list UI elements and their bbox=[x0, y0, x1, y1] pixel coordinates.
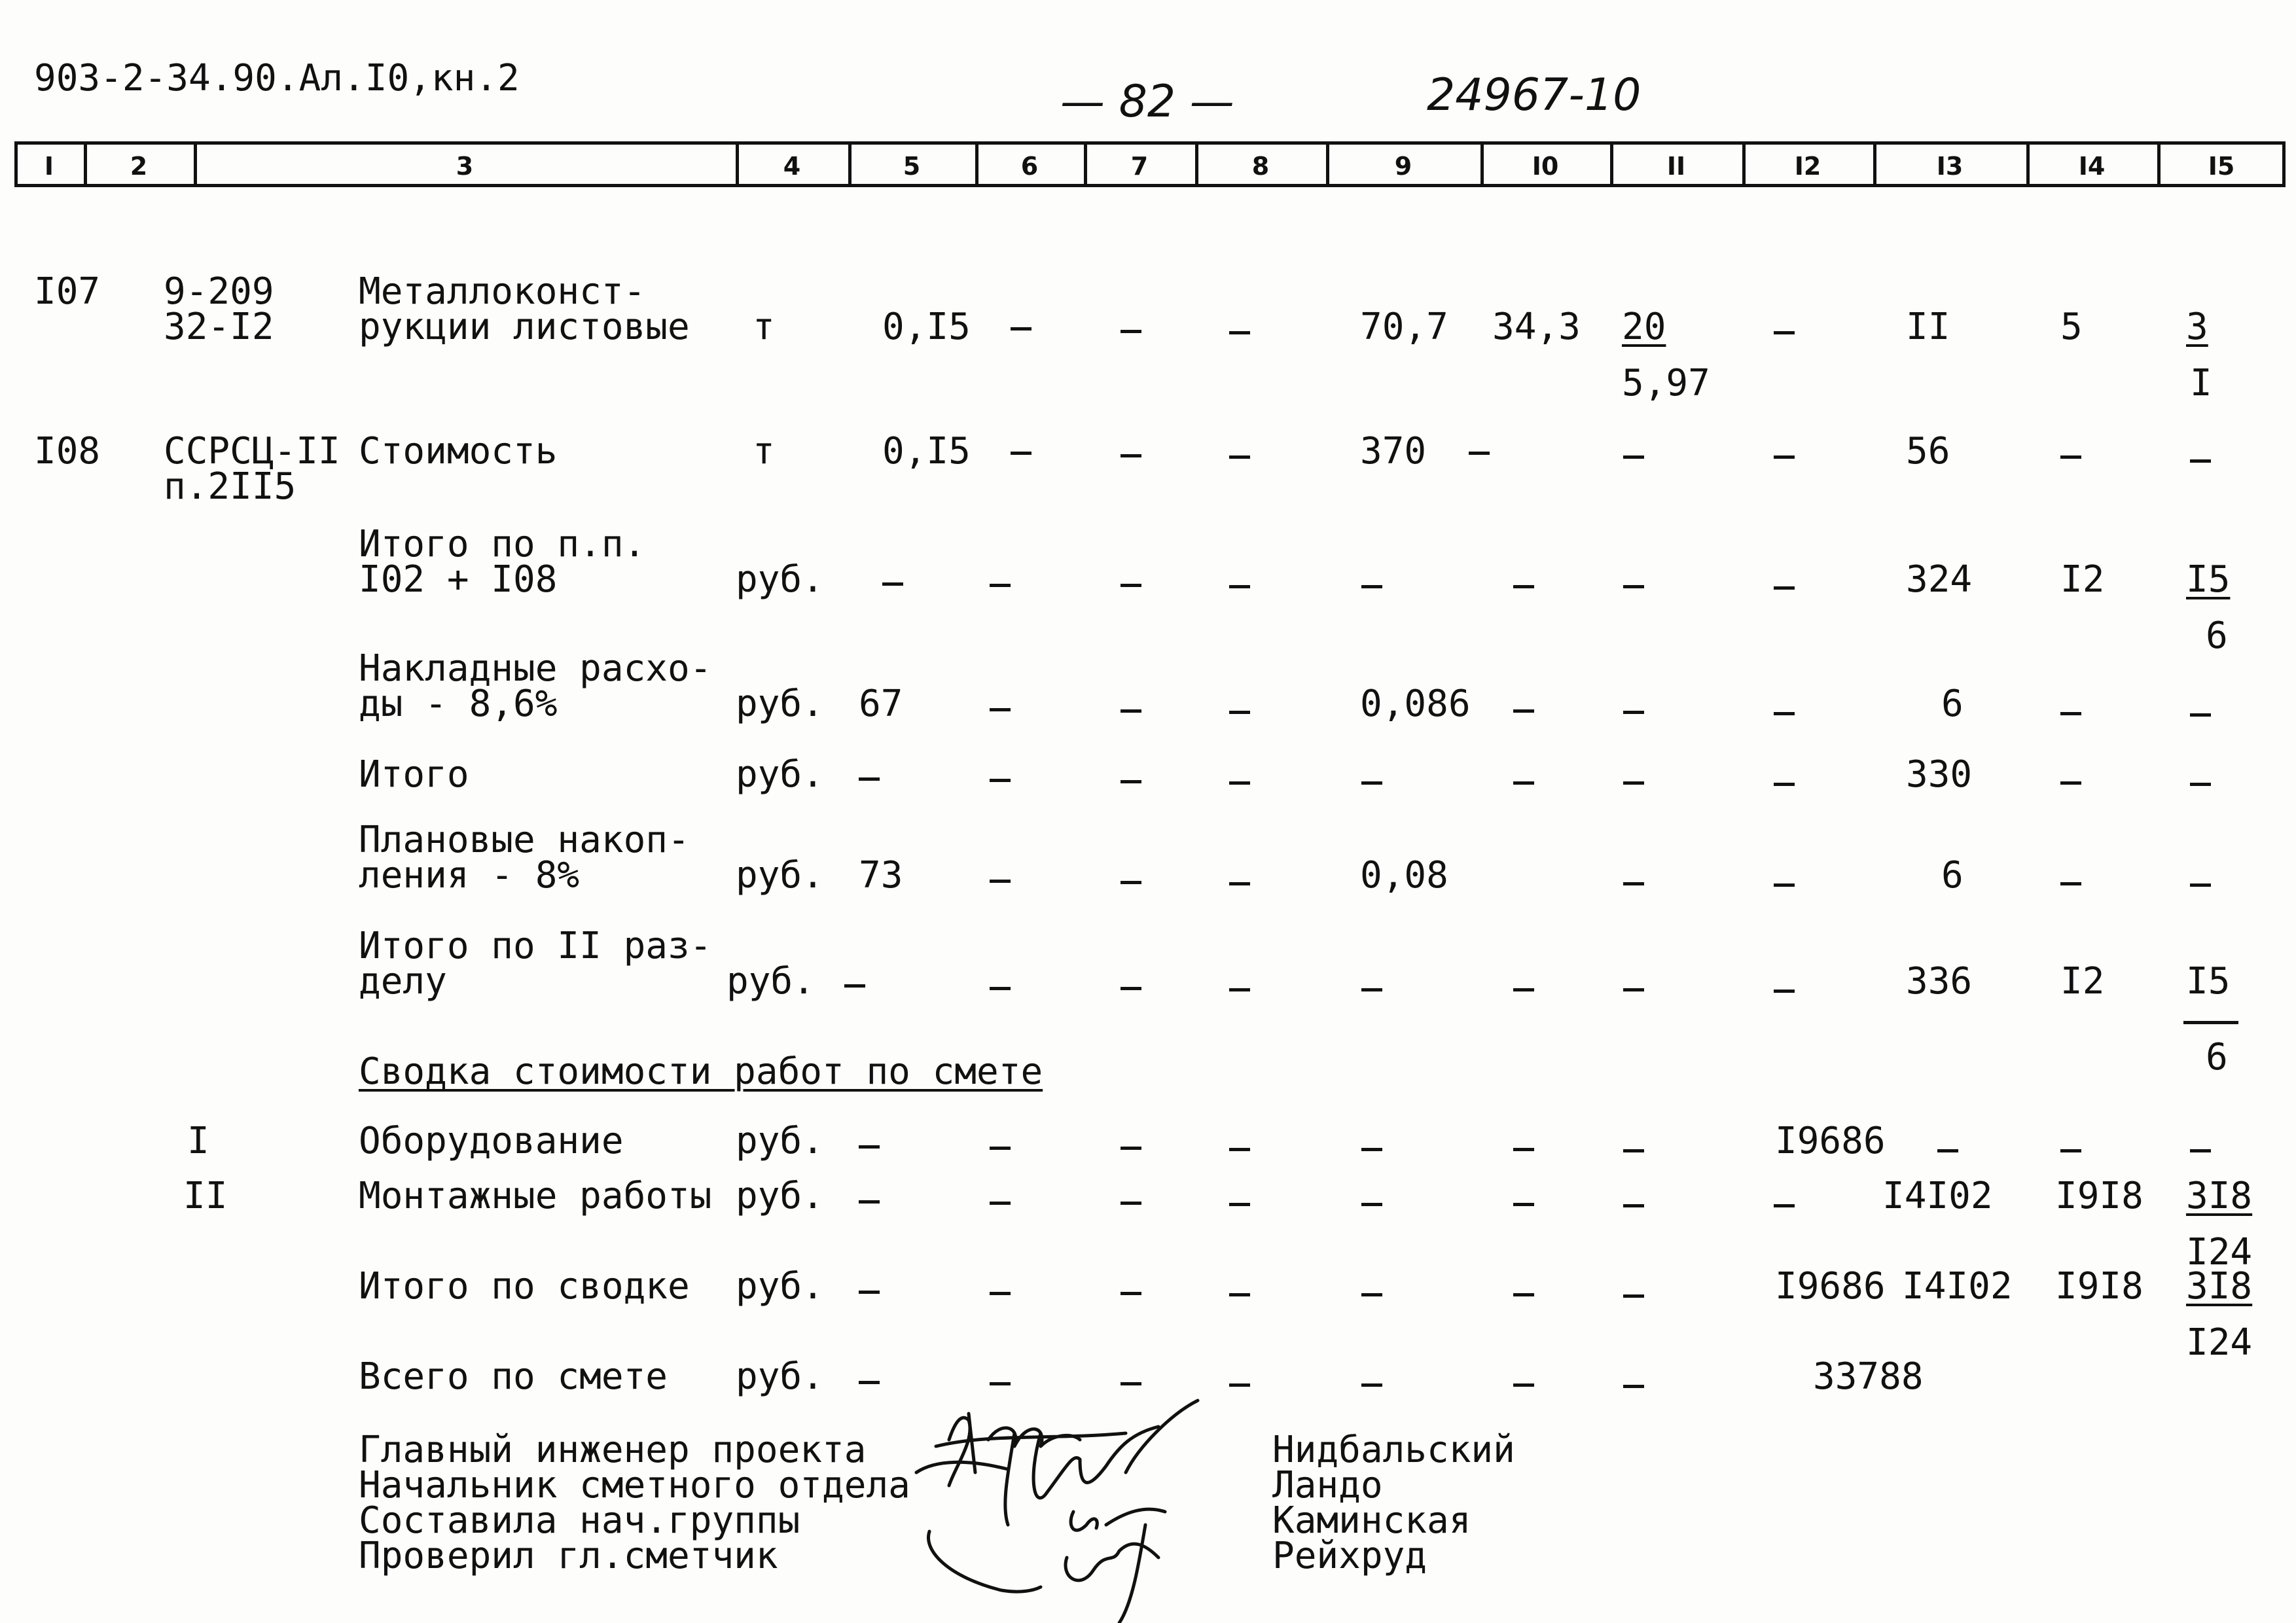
dash bbox=[990, 1202, 1011, 1205]
dash bbox=[1011, 327, 1031, 330]
dash bbox=[990, 708, 1011, 711]
dash bbox=[1121, 1202, 1141, 1205]
dash bbox=[1623, 1385, 1644, 1388]
grand-total: 33788 bbox=[1813, 1355, 1924, 1398]
row-number: I07 bbox=[34, 270, 101, 313]
value-col12: I9686 bbox=[1775, 1120, 1886, 1162]
column-divider bbox=[1742, 141, 1746, 187]
fraction-bar bbox=[2183, 1021, 2238, 1024]
dash bbox=[1229, 331, 1250, 334]
dash bbox=[859, 1291, 880, 1294]
dash bbox=[1774, 455, 1795, 459]
column-divider bbox=[194, 141, 197, 187]
value-col15: I5 bbox=[2186, 960, 2231, 1003]
value-col14: I2 bbox=[2060, 960, 2105, 1003]
value-col13: 6 bbox=[1941, 683, 1964, 725]
dash bbox=[1121, 1382, 1141, 1385]
column-number: 6 bbox=[1020, 152, 1039, 181]
dash bbox=[1121, 987, 1141, 990]
column-divider bbox=[84, 141, 87, 187]
dash bbox=[1361, 988, 1382, 991]
item-name: ды - 8,6% bbox=[359, 683, 558, 725]
dash bbox=[1623, 1204, 1644, 1207]
value-col9: 370 bbox=[1360, 430, 1427, 473]
value-col15: 3I8 bbox=[2186, 1175, 2253, 1217]
value-col15-sub: I bbox=[2190, 362, 2212, 404]
column-number: 3 bbox=[456, 152, 474, 181]
dash bbox=[1121, 881, 1141, 884]
dash bbox=[1513, 1383, 1534, 1387]
dash bbox=[1513, 709, 1534, 713]
dash bbox=[1229, 781, 1250, 785]
dash bbox=[859, 777, 880, 781]
dash bbox=[1774, 712, 1795, 715]
value-col15: 3I8 bbox=[2186, 1265, 2253, 1308]
value-col9: 0,08 bbox=[1360, 854, 1448, 897]
dash bbox=[2060, 1149, 2081, 1152]
sheet-code: 24967-10 bbox=[1427, 69, 1641, 121]
item-name: Стоимость bbox=[359, 430, 558, 473]
value-col11: 20 bbox=[1622, 306, 1666, 348]
dash bbox=[1121, 454, 1141, 457]
dash bbox=[1229, 455, 1250, 459]
dash bbox=[859, 1381, 880, 1384]
column-divider bbox=[1610, 141, 1613, 187]
item-name: Металлоконст- bbox=[359, 270, 646, 313]
dash bbox=[1513, 1293, 1534, 1296]
dash bbox=[1623, 585, 1644, 588]
row-number: I08 bbox=[34, 430, 101, 473]
dash bbox=[1229, 1293, 1250, 1296]
value-col15-sub: I24 bbox=[2186, 1321, 2253, 1364]
value-col10: 34,3 bbox=[1492, 306, 1581, 348]
summary-title: Сводка стоимости работ по смете bbox=[359, 1050, 1043, 1093]
unit: руб. bbox=[736, 753, 824, 796]
dash bbox=[1937, 1149, 1958, 1152]
column-divider bbox=[1195, 141, 1198, 187]
item-name: Плановые накоп- bbox=[359, 819, 690, 861]
dash bbox=[1469, 452, 1490, 455]
value-col15-sub: I24 bbox=[2186, 1231, 2253, 1274]
column-number: I bbox=[44, 152, 54, 181]
column-number: 2 bbox=[130, 152, 148, 181]
dash bbox=[2060, 712, 2081, 715]
value-col15-sub: 6 bbox=[2206, 1036, 2228, 1079]
value-col12: I9686 bbox=[1775, 1265, 1886, 1308]
signer-role: Главный инженер проекта bbox=[359, 1429, 867, 1471]
item-name: Оборудование bbox=[359, 1120, 624, 1162]
dash bbox=[1121, 709, 1141, 713]
signer-name: Рейхруд bbox=[1272, 1535, 1427, 1577]
value-col9: 0,086 bbox=[1360, 683, 1471, 725]
dash bbox=[1361, 1148, 1382, 1151]
signer-role: Составила нач.группы bbox=[359, 1499, 800, 1542]
dash bbox=[859, 1145, 880, 1149]
dash bbox=[1623, 455, 1644, 459]
column-number: 7 bbox=[1130, 152, 1149, 181]
item-name: I02 + I08 bbox=[359, 558, 558, 601]
dash bbox=[1121, 584, 1141, 587]
item-name: Итого по II раз- bbox=[359, 925, 712, 967]
dash bbox=[1774, 586, 1795, 590]
dash bbox=[2190, 883, 2211, 887]
dash bbox=[1623, 711, 1644, 714]
page-number: — 82 — bbox=[1060, 76, 1234, 128]
dash bbox=[1513, 988, 1534, 991]
dash bbox=[1229, 711, 1250, 714]
dash bbox=[990, 1147, 1011, 1150]
value-col13: 324 bbox=[1906, 558, 1973, 601]
column-divider bbox=[1480, 141, 1484, 187]
item-name: Итого по п.п. bbox=[359, 523, 646, 565]
item-name: делу bbox=[359, 960, 447, 1003]
column-number: I2 bbox=[1794, 152, 1821, 181]
dash bbox=[1121, 330, 1141, 333]
dash bbox=[1774, 1204, 1795, 1207]
unit: т bbox=[753, 306, 775, 348]
unit: руб. bbox=[736, 1265, 824, 1308]
signer-role: Проверил гл.сметчик bbox=[359, 1535, 778, 1577]
value-col13: 336 bbox=[1906, 960, 1973, 1003]
unit: т bbox=[753, 430, 775, 473]
value-col5: 67 bbox=[859, 683, 903, 725]
dash bbox=[844, 984, 865, 988]
dash bbox=[2190, 1149, 2211, 1152]
value-col14: I2 bbox=[2060, 558, 2105, 601]
dash bbox=[1774, 783, 1795, 786]
dash bbox=[1229, 585, 1250, 588]
dash bbox=[1361, 781, 1382, 785]
column-number: 4 bbox=[783, 152, 801, 181]
dash bbox=[1361, 1203, 1382, 1206]
value-col13: I4I02 bbox=[1902, 1265, 2013, 1308]
dash bbox=[1774, 883, 1795, 887]
dash bbox=[1229, 988, 1250, 991]
dash bbox=[1513, 585, 1534, 588]
column-number: 9 bbox=[1394, 152, 1412, 181]
value-col14: I9I8 bbox=[2055, 1175, 2144, 1217]
unit: руб. bbox=[736, 1175, 824, 1217]
unit: руб. bbox=[736, 854, 824, 897]
value-col15: 3 bbox=[2186, 306, 2208, 348]
item-name: Всего по смете bbox=[359, 1355, 668, 1398]
rate-code: 9-209 bbox=[164, 270, 274, 313]
unit: руб. bbox=[736, 683, 824, 725]
value-col13: 56 bbox=[1906, 430, 1950, 473]
column-divider bbox=[848, 141, 852, 187]
item-name: Монтажные работы bbox=[359, 1175, 712, 1217]
dash bbox=[2190, 713, 2211, 717]
rate-code: 32-I2 bbox=[164, 306, 274, 348]
dash bbox=[1623, 1294, 1644, 1298]
rate-code: п.2II5 bbox=[164, 465, 296, 508]
dash bbox=[1361, 1383, 1382, 1387]
dash bbox=[990, 987, 1011, 990]
item-name: Накладные расхо- bbox=[359, 647, 712, 690]
dash bbox=[1623, 781, 1644, 785]
dash bbox=[1513, 1148, 1534, 1151]
value-col15-sub: 6 bbox=[2206, 615, 2228, 657]
dash bbox=[1623, 882, 1644, 885]
column-divider bbox=[1326, 141, 1329, 187]
dash bbox=[990, 880, 1011, 883]
value-col5: 0,I5 bbox=[882, 306, 971, 348]
column-divider bbox=[1084, 141, 1087, 187]
row-number: I bbox=[187, 1120, 209, 1162]
dash bbox=[1121, 1147, 1141, 1150]
dash bbox=[2060, 882, 2081, 885]
value-col11-sub: 5,97 bbox=[1622, 362, 1710, 404]
column-divider bbox=[2157, 141, 2161, 187]
value-col14: I9I8 bbox=[2055, 1265, 2144, 1308]
column-divider bbox=[2026, 141, 2030, 187]
dash bbox=[1774, 990, 1795, 993]
column-number: I0 bbox=[1532, 152, 1559, 181]
dash bbox=[1774, 331, 1795, 334]
dash bbox=[882, 582, 903, 586]
dash bbox=[2060, 455, 2081, 459]
dash bbox=[1011, 452, 1031, 455]
row-number: II bbox=[183, 1175, 228, 1217]
unit: руб. bbox=[736, 1120, 824, 1162]
signer-role: Начальник сметного отдела bbox=[359, 1464, 910, 1507]
value-col13: 330 bbox=[1906, 753, 1973, 796]
column-divider bbox=[736, 141, 739, 187]
item-name: ления - 8% bbox=[359, 854, 580, 897]
value-col13: II bbox=[1906, 306, 1950, 348]
signer-name: Нидбальский bbox=[1272, 1429, 1515, 1471]
value-col13: 6 bbox=[1941, 854, 1964, 897]
item-name: Итого bbox=[359, 753, 469, 796]
dash bbox=[990, 1382, 1011, 1385]
value-col15: I5 bbox=[2186, 558, 2231, 601]
value-col13: I4I02 bbox=[1882, 1175, 1993, 1217]
unit: руб. bbox=[736, 558, 824, 601]
dash bbox=[1513, 781, 1534, 785]
dash bbox=[859, 1200, 880, 1204]
dash bbox=[2190, 459, 2211, 463]
dash bbox=[1121, 780, 1141, 783]
value-col5: 0,I5 bbox=[882, 430, 971, 473]
handwritten-signatures bbox=[910, 1394, 1250, 1623]
dash bbox=[1513, 1203, 1534, 1206]
item-name: Итого по сводке bbox=[359, 1265, 690, 1308]
rate-code: ССРСЦ-II bbox=[164, 430, 340, 473]
value-col14: 5 bbox=[2060, 306, 2083, 348]
item-name: рукции листовые bbox=[359, 306, 690, 348]
value-col5: 73 bbox=[859, 854, 903, 897]
dash bbox=[1623, 988, 1644, 991]
column-divider bbox=[1873, 141, 1876, 187]
dash bbox=[990, 1292, 1011, 1295]
dash bbox=[990, 779, 1011, 782]
dash bbox=[1121, 1292, 1141, 1295]
document-code: 903-2-34.90.Ал.I0,кн.2 bbox=[34, 57, 520, 99]
column-number: II bbox=[1666, 152, 1686, 181]
column-divider bbox=[975, 141, 978, 187]
dash bbox=[1229, 1148, 1250, 1151]
signer-name: Каминская bbox=[1272, 1499, 1471, 1542]
dash bbox=[1229, 882, 1250, 885]
dash bbox=[1229, 1203, 1250, 1206]
dash bbox=[990, 584, 1011, 587]
column-number: I3 bbox=[1936, 152, 1964, 181]
dash bbox=[1229, 1383, 1250, 1387]
unit: руб. bbox=[726, 960, 815, 1003]
column-number: 8 bbox=[1251, 152, 1270, 181]
column-number: 5 bbox=[903, 152, 921, 181]
column-number: I4 bbox=[2078, 152, 2106, 181]
value-col9: 70,7 bbox=[1360, 306, 1448, 348]
unit: руб. bbox=[736, 1355, 824, 1398]
dash bbox=[1623, 1149, 1644, 1152]
signer-name: Ландо bbox=[1272, 1464, 1383, 1507]
dash bbox=[1361, 585, 1382, 588]
dash bbox=[1361, 1293, 1382, 1296]
dash bbox=[2190, 783, 2211, 786]
dash bbox=[2060, 781, 2081, 785]
column-number: I5 bbox=[2208, 152, 2235, 181]
